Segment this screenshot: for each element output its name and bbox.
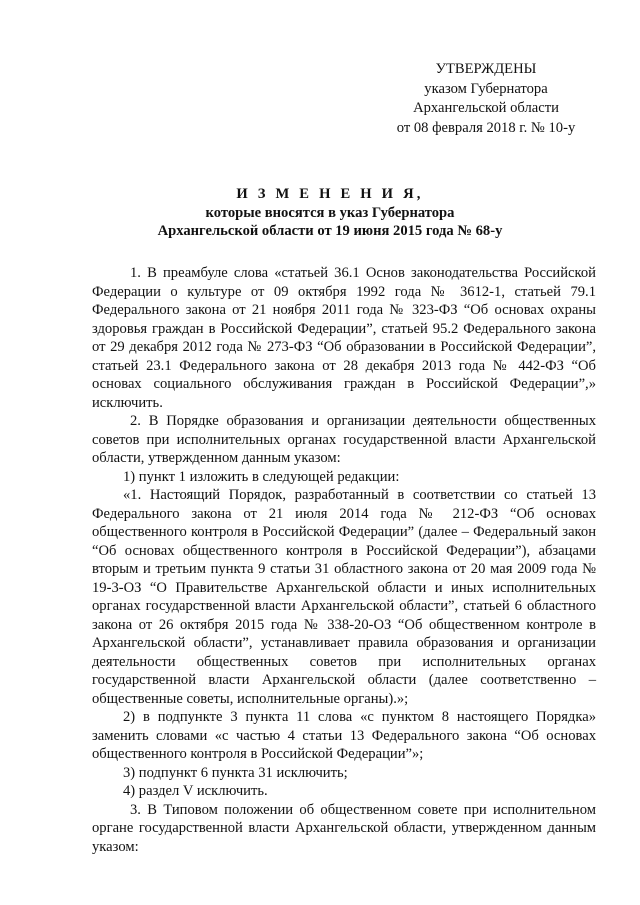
- subitem-4: 4) раздел V исключить.: [123, 783, 268, 799]
- approval-date: от 08 февраля 2018 г. № 10-у: [396, 119, 576, 136]
- heading-subtitle: которые вносятся в указ Губернатора: [205, 204, 455, 221]
- heading-title: И З М Е Н Е Н И Я,: [236, 186, 424, 202]
- approval-region: Архангельской области: [413, 100, 559, 117]
- document-heading: [60, 185, 600, 241]
- subitem-2: 2) в подпункте 3 пункта 11 слова «с пунктом 8 настоящего Порядка» заменить словами «с частью 4 статьи 13 Федерального закона “Об основах общественного контроля в Российской Федерации”»;: [92, 709, 596, 762]
- paragraph-2: 2. В Порядке образования и организации деятельности общественных советов при исполнительных органах государственной власти Архангельской области, утвержденном данным указом:: [92, 413, 596, 466]
- paragraph-3: 3. В Типовом положении об общественном совете при исполнительном органе государственной власти Архангельской области, утвержденном данным указом:: [92, 801, 596, 855]
- quoted-clause-1: «1. Настоящий Порядок, разработанный в соответствии со статьей 13 Федерального закона от 21 июля 2014 года № 212-ФЗ “Об основах общественного контроля в Российской Федерации” (далее – Федеральный закон “Об основах общественного контроля в Российской Федерации”), абзацами вторым и третьим пункта 9 статьи 31 областного закона от 20 мая 2009 года № 19-3-ОЗ “О Правительстве Архангельской области и иных исполнительных органах государственной власти Архангельской области”, статьей 6 областного закона от 26 октября 2015 года № 338-20-ОЗ “Об общественном контроле в Архангельской области”, устанавливает правила образования и организации деятельности общественных советов при исполнительных органах государственной власти Архангельской области (далее соответственно – общественные советы, исполнительные органы).»;: [92, 487, 596, 707]
- document-body: [92, 264, 596, 856]
- approval-stamp: [376, 60, 596, 138]
- paragraph-1: 1. В преамбуле слова «статьей 36.1 Основ законодательства Российской Федерации о культуре от 09 октября 1992 года № 3612-1, статьей 79.1 Федерального закона от 21 ноября 2011 года № 323-ФЗ “Об основах охраны здоровья граждан в Российской Федерации”, статьей 95.2 Федерального закона от 29 декабря 2012 года № 273-ФЗ “Об образовании в Российской Федерации”, статьей 23.1 Федерального закона от 28 декабря 2013 года № 442-ФЗ “Об основах социального обслуживания граждан в Российской Федерации”,» исключить.: [92, 265, 596, 411]
- heading-reference: Архангельской области от 19 июня 2015 года № 68-у: [157, 223, 503, 239]
- approval-title: УТВЕРЖДЕНЫ: [435, 61, 537, 77]
- approval-issuer: указом Губернатора: [424, 80, 548, 97]
- subitem-3: 3) подпункт 6 пункта 31 исключить;: [123, 764, 348, 781]
- subitem-1: 1) пункт 1 изложить в следующей редакции:: [123, 468, 400, 485]
